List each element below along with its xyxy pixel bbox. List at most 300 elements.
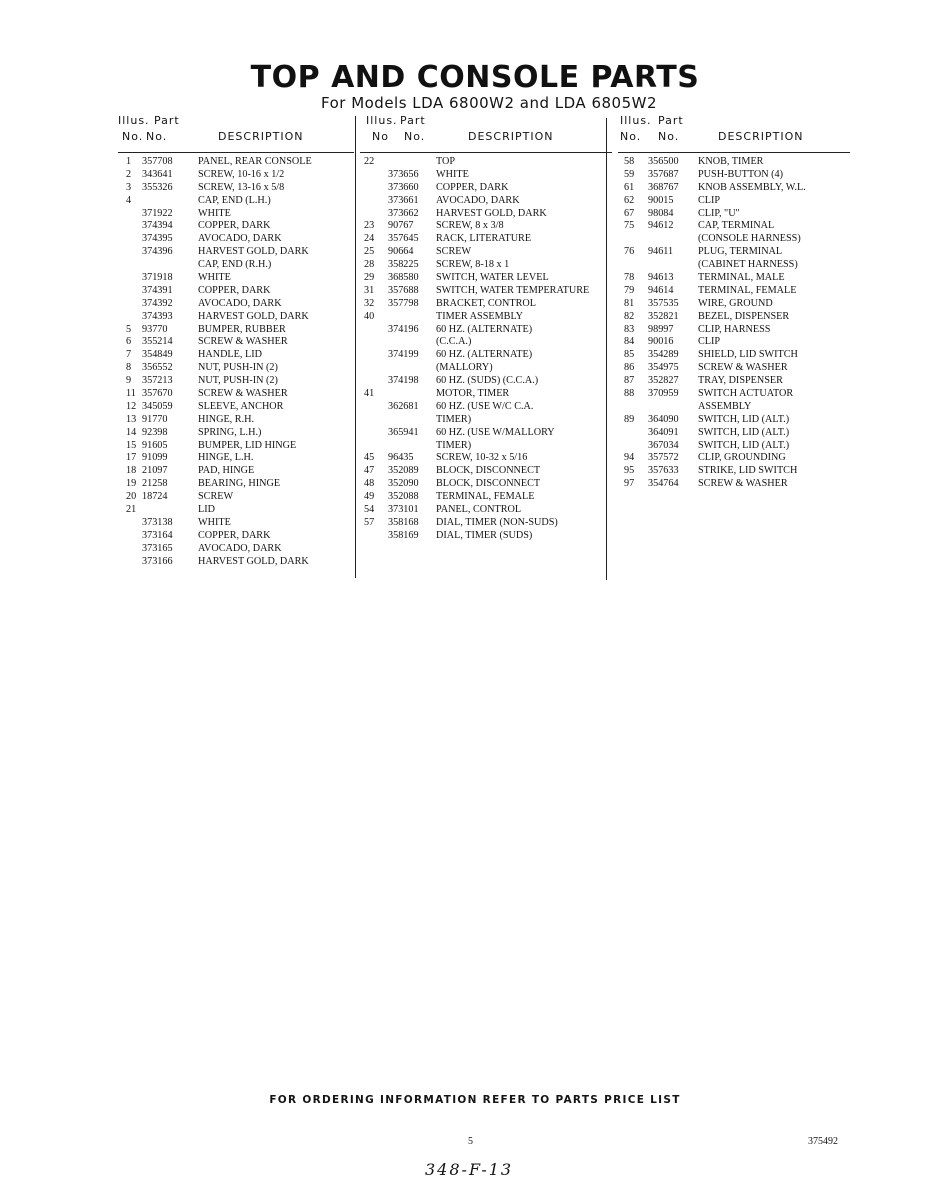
table-row — [118, 504, 354, 517]
table-row — [360, 478, 612, 491]
table-row — [118, 362, 354, 375]
part-description: (C.C.A.) — [436, 336, 472, 348]
part-description: SWITCH, WATER TEMPERATURE — [436, 284, 590, 296]
parts-table-column-2 — [360, 114, 612, 543]
part-number: 352089 — [388, 465, 419, 477]
part-description: KNOB ASSEMBLY, W.L. — [698, 181, 806, 193]
part-description: 60 HZ. (ALTERNATE) — [436, 349, 533, 361]
table-row — [360, 336, 612, 349]
part-description: CLIP — [698, 194, 721, 206]
part-description: CLIP — [698, 336, 721, 348]
illus-number: 8 — [126, 362, 132, 374]
table-row — [618, 272, 850, 285]
illus-number: 97 — [624, 478, 635, 490]
table-row — [618, 311, 850, 324]
part-description: STRIKE, LID SWITCH — [698, 465, 798, 477]
part-number: 364090 — [648, 413, 679, 425]
part-no-header: No. — [146, 130, 168, 143]
table-row — [618, 452, 850, 465]
part-number: 357633 — [648, 465, 679, 477]
table-row — [360, 401, 612, 414]
illus-number: 84 — [624, 336, 635, 348]
table-row — [118, 182, 354, 195]
parts-table-column-1 — [118, 114, 354, 569]
part-description: BLOCK, DISCONNECT — [436, 465, 541, 477]
header-rule — [360, 152, 612, 153]
part-number: 374395 — [142, 233, 173, 245]
table-row — [118, 336, 354, 349]
part-description: SCREW, 8-18 x 1 — [436, 259, 510, 271]
part-description: MOTOR, TIMER — [436, 388, 510, 400]
part-number: 356552 — [142, 362, 173, 374]
table-row — [118, 465, 354, 478]
table-row — [360, 414, 612, 427]
illus-number: 89 — [624, 413, 635, 425]
part-number: 374391 — [142, 284, 173, 296]
table-row — [118, 220, 354, 233]
description-header: DESCRIPTION — [718, 130, 804, 143]
illus-number: 94 — [624, 452, 635, 464]
part-description: (CABINET HARNESS) — [698, 259, 798, 271]
part-description: 60 HZ. (USE W/C C.A. — [436, 400, 534, 412]
part-description: CLIP, GROUNDING — [698, 452, 786, 464]
table-row — [618, 375, 850, 388]
part-description: HARVEST GOLD, DARK — [198, 246, 309, 258]
part-number: 354289 — [648, 349, 679, 361]
illus-number: 79 — [624, 284, 635, 296]
illus-number: 82 — [624, 310, 635, 322]
part-number: 18724 — [142, 491, 168, 503]
illus-no-header: No. — [122, 130, 144, 143]
table-row — [360, 388, 612, 401]
parts-rows — [118, 156, 354, 569]
table-row — [118, 233, 354, 246]
part-description: SCREW — [436, 246, 472, 258]
table-row — [360, 220, 612, 233]
table-row — [618, 324, 850, 337]
part-description: CLIP, "U" — [698, 207, 740, 219]
table-row — [360, 182, 612, 195]
part-description: AVOCADO, DARK — [198, 542, 282, 554]
illus-number: 76 — [624, 246, 635, 258]
table-row — [360, 362, 612, 375]
illus-number: 45 — [364, 452, 375, 464]
part-description: AVOCADO, DARK — [198, 233, 282, 245]
part-description: TERMINAL, FEMALE — [436, 491, 535, 503]
illus-number: 57 — [364, 516, 375, 528]
part-number: 21097 — [142, 465, 168, 477]
illus-number: 17 — [126, 452, 137, 464]
illus-no-header: No — [372, 130, 389, 143]
part-number: 358225 — [388, 259, 419, 271]
illus-number: 87 — [624, 375, 635, 387]
illus-number: 14 — [126, 426, 137, 438]
description-header: DESCRIPTION — [218, 130, 304, 143]
table-row — [360, 272, 612, 285]
part-number: 93770 — [142, 323, 168, 335]
part-description: SLEEVE, ANCHOR — [198, 400, 284, 412]
table-row — [618, 182, 850, 195]
table-row — [118, 156, 354, 169]
part-number: 373138 — [142, 516, 173, 528]
part-number: 357687 — [648, 168, 679, 180]
table-row — [618, 401, 850, 414]
part-description: SCREW — [198, 491, 234, 503]
part-description: 60 HZ. (ALTERNATE) — [436, 323, 533, 335]
part-description: WIRE, GROUND — [698, 297, 773, 309]
part-number: 367034 — [648, 439, 679, 451]
part-description: HARVEST GOLD, DARK — [436, 207, 547, 219]
part-number: 94613 — [648, 272, 674, 284]
table-row — [118, 530, 354, 543]
part-number: 352827 — [648, 375, 679, 387]
header-rule — [618, 152, 850, 153]
table-row — [618, 336, 850, 349]
part-number: 356500 — [648, 156, 679, 167]
illus-number: 12 — [126, 400, 137, 412]
part-number: 374396 — [142, 246, 173, 258]
table-row — [360, 517, 612, 530]
table-row — [118, 195, 354, 208]
table-row — [118, 349, 354, 362]
table-row — [360, 530, 612, 543]
illus-number: 18 — [126, 465, 137, 477]
table-row — [360, 311, 612, 324]
table-row — [118, 478, 354, 491]
part-description: SCREW, 8 x 3/8 — [436, 220, 504, 232]
illus-number: 40 — [364, 310, 375, 322]
part-number: 374199 — [388, 349, 419, 361]
part-description: COPPER, DARK — [198, 529, 271, 541]
part-description: SPRING, L.H.) — [198, 426, 262, 438]
part-number: 354764 — [648, 478, 679, 490]
illus-number: 32 — [364, 297, 375, 309]
table-row — [360, 233, 612, 246]
illus-no-header: No. — [620, 130, 642, 143]
part-number: 358168 — [388, 516, 419, 528]
part-description: SWITCH, WATER LEVEL — [436, 272, 549, 284]
part-description: SWITCH ACTUATOR — [698, 388, 794, 400]
illus-number: 61 — [624, 181, 635, 193]
illus-number: 4 — [126, 194, 132, 206]
table-header — [118, 114, 354, 152]
table-row — [118, 388, 354, 401]
part-description: ASSEMBLY — [698, 400, 752, 412]
table-row — [618, 259, 850, 272]
part-description: WHITE — [198, 272, 231, 284]
part-description: BUMPER, RUBBER — [198, 323, 286, 335]
table-row — [118, 246, 354, 259]
part-number: 90016 — [648, 336, 674, 348]
table-row — [360, 195, 612, 208]
illus-number: 78 — [624, 272, 635, 284]
part-number: 371918 — [142, 272, 173, 284]
part-description: SWITCH, LID (ALT.) — [698, 439, 790, 451]
illus-number: 15 — [126, 439, 137, 451]
part-number: 357798 — [388, 297, 419, 309]
part-description: DIAL, TIMER (NON-SUDS) — [436, 516, 558, 528]
part-description: TRAY, DISPENSER — [698, 375, 783, 387]
illus-number: 62 — [624, 194, 635, 206]
part-description: BRACKET, CONTROL — [436, 297, 536, 309]
table-row — [360, 324, 612, 337]
illus-number: 9 — [126, 375, 132, 387]
part-number: 358169 — [388, 529, 419, 541]
column-divider — [355, 116, 356, 578]
part-description: AVOCADO, DARK — [198, 297, 282, 309]
part-number: 94612 — [648, 220, 674, 232]
illus-number: 49 — [364, 491, 375, 503]
part-description: HINGE, L.H. — [198, 452, 254, 464]
part-number: 373662 — [388, 207, 419, 219]
part-number: 92398 — [142, 426, 168, 438]
part-description: HINGE, R.H. — [198, 413, 255, 425]
table-row — [118, 556, 354, 569]
part-number: 371922 — [142, 207, 173, 219]
table-row — [618, 298, 850, 311]
illus-number: 83 — [624, 323, 635, 335]
part-number: 352090 — [388, 478, 419, 490]
part-description: KNOB, TIMER — [698, 156, 764, 167]
illus-number: 31 — [364, 284, 375, 296]
table-row — [360, 208, 612, 221]
part-description: CAP, END (R.H.) — [198, 259, 272, 271]
header-rule — [118, 152, 354, 153]
part-number: 368580 — [388, 272, 419, 284]
part-number: 373660 — [388, 181, 419, 193]
table-row — [118, 272, 354, 285]
part-number: 373166 — [142, 555, 173, 567]
part-header-top: Part — [400, 114, 426, 127]
illus-number: 85 — [624, 349, 635, 361]
part-description: COPPER, DARK — [198, 220, 271, 232]
part-number: 96435 — [388, 452, 414, 464]
part-number: 354975 — [648, 362, 679, 374]
part-number: 352088 — [388, 491, 419, 503]
table-row — [618, 285, 850, 298]
table-row — [360, 298, 612, 311]
table-row — [360, 504, 612, 517]
part-number: 357688 — [388, 284, 419, 296]
part-number: 98997 — [648, 323, 674, 335]
part-number: 373656 — [388, 168, 419, 180]
part-number: 357535 — [648, 297, 679, 309]
part-number: 365941 — [388, 426, 419, 438]
description-header: DESCRIPTION — [468, 130, 554, 143]
part-description: SWITCH, LID (ALT.) — [698, 426, 790, 438]
part-description: SCREW & WASHER — [698, 478, 788, 490]
illus-number: 2 — [126, 168, 132, 180]
part-description: NUT, PUSH-IN (2) — [198, 375, 278, 387]
part-number: 343641 — [142, 168, 173, 180]
table-row — [618, 195, 850, 208]
part-description: WHITE — [198, 516, 231, 528]
illus-header-top: Illus. — [620, 114, 652, 127]
table-row — [618, 414, 850, 427]
table-row — [360, 156, 612, 169]
part-number: 374196 — [388, 323, 419, 335]
table-row — [360, 465, 612, 478]
illus-number: 67 — [624, 207, 635, 219]
part-description: (MALLORY) — [436, 362, 493, 374]
part-number: 374393 — [142, 310, 173, 322]
table-row — [618, 440, 850, 453]
part-description: TIMER ASSEMBLY — [436, 310, 523, 322]
ordering-note: FOR ORDERING INFORMATION REFER TO PARTS PRICE LIST — [269, 1094, 681, 1106]
illus-number: 7 — [126, 349, 132, 361]
part-description: SCREW & WASHER — [698, 362, 788, 374]
illus-number: 81 — [624, 297, 635, 309]
part-number: 357572 — [648, 452, 679, 464]
illus-header-top: Illus. — [366, 114, 398, 127]
parts-rows — [360, 156, 612, 543]
page-title: TOP AND CONSOLE PARTS — [250, 60, 700, 95]
document-number: 375492 — [808, 1136, 838, 1147]
part-number: 352821 — [648, 310, 679, 322]
part-number: 94611 — [648, 246, 674, 258]
part-number: 355326 — [142, 181, 173, 193]
part-description: RACK, LITERATURE — [436, 233, 532, 245]
table-row — [360, 259, 612, 272]
part-header-top: Part — [658, 114, 684, 127]
illus-number: 5 — [126, 323, 132, 335]
table-row — [118, 169, 354, 182]
illus-number: 59 — [624, 168, 635, 180]
illus-number: 19 — [126, 478, 137, 490]
table-row — [618, 362, 850, 375]
part-number: 91605 — [142, 439, 168, 451]
parts-table-column-3 — [618, 114, 850, 491]
part-number: 373165 — [142, 542, 173, 554]
table-row — [118, 427, 354, 440]
part-no-header: No. — [404, 130, 426, 143]
part-description: PAD, HINGE — [198, 465, 255, 477]
part-description: TIMER) — [436, 413, 472, 425]
table-row — [360, 427, 612, 440]
table-header — [618, 114, 850, 152]
part-number: 354849 — [142, 349, 173, 361]
part-number: 357213 — [142, 375, 173, 387]
part-description: CAP, END (L.H.) — [198, 194, 271, 206]
table-row — [118, 517, 354, 530]
part-description: SCREW & WASHER — [198, 388, 288, 400]
part-number: 357708 — [142, 156, 173, 167]
part-description: HANDLE, LID — [198, 349, 262, 361]
table-row — [118, 311, 354, 324]
part-number: 98084 — [648, 207, 674, 219]
part-description: BEARING, HINGE — [198, 478, 281, 490]
part-description: 60 HZ. (USE W/MALLORY — [436, 426, 555, 438]
part-description: TOP — [436, 156, 456, 167]
illus-number: 20 — [126, 491, 137, 503]
table-row — [118, 285, 354, 298]
part-description: SCREW, 10-16 x 1/2 — [198, 168, 285, 180]
part-number: 374394 — [142, 220, 173, 232]
illus-number: 6 — [126, 336, 132, 348]
part-header-top: Part — [154, 114, 180, 127]
table-row — [118, 401, 354, 414]
part-description: COPPER, DARK — [198, 284, 271, 296]
table-row — [618, 388, 850, 401]
part-description: NUT, PUSH-IN (2) — [198, 362, 278, 374]
illus-number: 3 — [126, 181, 132, 193]
illus-number: 22 — [364, 156, 375, 167]
table-row — [360, 349, 612, 362]
table-row — [618, 427, 850, 440]
illus-number: 48 — [364, 478, 375, 490]
part-number: 357645 — [388, 233, 419, 245]
table-row — [118, 440, 354, 453]
part-number: 357670 — [142, 388, 173, 400]
illus-number: 58 — [624, 156, 635, 167]
part-description: TIMER) — [436, 439, 472, 451]
illus-header-top: Illus. — [118, 114, 150, 127]
illus-number: 13 — [126, 413, 137, 425]
part-description: BEZEL, DISPENSER — [698, 310, 790, 322]
part-number: 94614 — [648, 284, 674, 296]
table-row — [118, 298, 354, 311]
part-number: 90015 — [648, 194, 674, 206]
illus-number: 41 — [364, 388, 375, 400]
table-row — [118, 491, 354, 504]
part-description: CLIP, HARNESS — [698, 323, 771, 335]
part-description: PLUG, TERMINAL — [698, 246, 783, 258]
table-row — [618, 246, 850, 259]
table-row — [618, 478, 850, 491]
illus-number: 25 — [364, 246, 375, 258]
table-row — [118, 414, 354, 427]
part-number: 91099 — [142, 452, 168, 464]
table-row — [618, 233, 850, 246]
table-row — [118, 324, 354, 337]
table-row — [360, 375, 612, 388]
illus-number: 21 — [126, 504, 137, 516]
table-row — [618, 220, 850, 233]
part-description: DIAL, TIMER (SUDS) — [436, 529, 533, 541]
table-row — [360, 440, 612, 453]
part-description: HARVEST GOLD, DARK — [198, 310, 309, 322]
part-number: 90767 — [388, 220, 414, 232]
illus-number: 24 — [364, 233, 375, 245]
table-row — [118, 543, 354, 556]
table-row — [118, 259, 354, 272]
table-row — [360, 452, 612, 465]
illus-number: 28 — [364, 259, 375, 271]
part-description: AVOCADO, DARK — [436, 194, 520, 206]
table-row — [360, 169, 612, 182]
table-header — [360, 114, 612, 152]
illus-number: 29 — [364, 272, 375, 284]
part-description: WHITE — [436, 168, 469, 180]
table-row — [618, 169, 850, 182]
part-description: TERMINAL, FEMALE — [698, 284, 797, 296]
part-number: 373101 — [388, 504, 419, 516]
illus-number: 11 — [126, 388, 136, 400]
part-description: HARVEST GOLD, DARK — [198, 555, 309, 567]
part-number: 364091 — [648, 426, 679, 438]
part-description: PANEL, CONTROL — [436, 504, 522, 516]
part-description: BUMPER, LID HINGE — [198, 439, 297, 451]
table-row — [360, 491, 612, 504]
part-description: SHIELD, LID SWITCH — [698, 349, 798, 361]
part-description: PANEL, REAR CONSOLE — [198, 156, 312, 167]
handwritten-note: 348-F-13 — [425, 1160, 514, 1179]
part-number: 370959 — [648, 388, 679, 400]
table-row — [618, 349, 850, 362]
illus-number: 88 — [624, 388, 635, 400]
table-row — [118, 208, 354, 221]
part-number: 355214 — [142, 336, 173, 348]
